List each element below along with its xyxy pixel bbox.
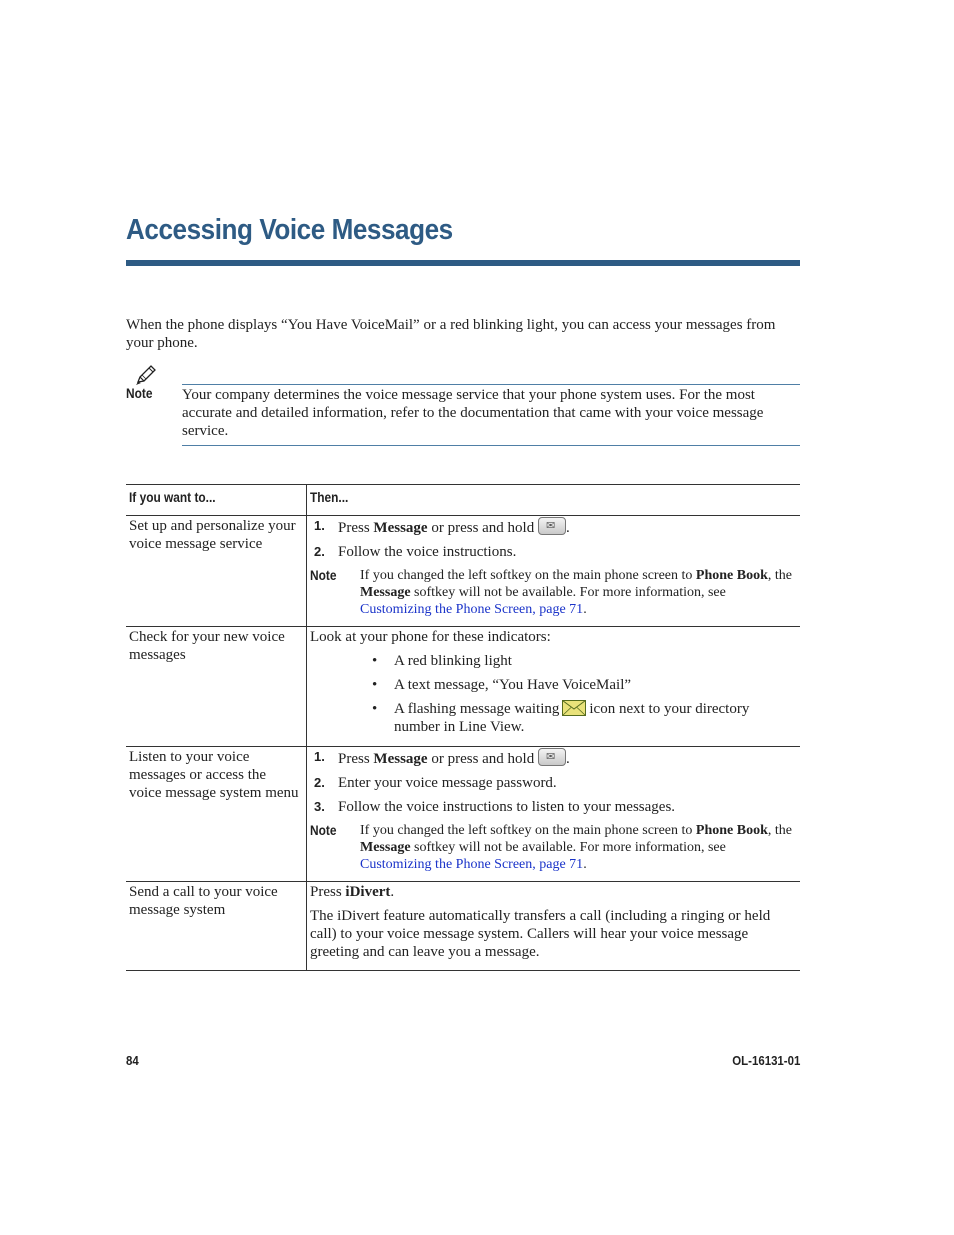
row-then-cell (307, 627, 800, 746)
message-key-icon (538, 517, 566, 535)
row-want-cell: Check for your new voice messages (126, 627, 307, 746)
message-key-icon (538, 748, 566, 766)
note-text: Your company determines the voice message service that your phone system uses. For the most accurate and detailed information, refer to the documentation that came with your voice message service. (182, 384, 800, 446)
step-item: 1. Press Message or press and hold ✉. (310, 748, 796, 768)
note-label: Note (126, 385, 153, 401)
column-header-want: If you want to... (129, 489, 216, 505)
row-then-cell (307, 747, 800, 881)
page-title: Accessing Voice Messages (126, 214, 453, 246)
idivert-description: The iDivert feature automatically transfers a call (including a ringing or held call) to your voice message system. Callers will hear your voice message greeting and can leave you a message. (310, 908, 771, 960)
table-note-label: Note (310, 567, 337, 583)
document-id: OL-16131-01 (731, 1053, 800, 1068)
customizing-phone-screen-link[interactable]: Customizing the Phone Screen, page 71 (360, 857, 584, 872)
list-item: • A red blinking light (310, 652, 796, 670)
customizing-phone-screen-link[interactable]: Customizing the Phone Screen, page 71 (360, 602, 584, 617)
table-note (310, 567, 796, 618)
voice-message-table (126, 484, 800, 971)
indicators-lead: Look at your phone for these indicators: (310, 629, 551, 645)
press-idivert-text: Press iDivert. (310, 884, 395, 900)
step-number: 1. (314, 518, 325, 533)
row-then-cell (307, 882, 800, 970)
table-row-setup (126, 516, 800, 627)
table-row-check (126, 627, 800, 747)
table-note-text: If you changed the left softkey on the main phone screen to Phone Book, the Message softkey will not be available. For more information, see Customizing the Phone Screen, page 71. (360, 823, 792, 872)
row-want-cell: Send a call to your voice message system (126, 882, 307, 970)
row-then-cell (307, 516, 800, 626)
step-number: 1. (314, 749, 325, 764)
title-rule (126, 260, 800, 266)
list-item: • A text message, “You Have VoiceMail” (310, 676, 796, 694)
pencil-note-icon (134, 364, 158, 386)
step-number: 2. (314, 775, 325, 790)
table-row-listen (126, 747, 800, 882)
table-header-row (126, 484, 800, 516)
envelope-message-waiting-icon (562, 700, 586, 716)
table-note-text: If you changed the left softkey on the main phone screen to Phone Book, the Message softkey will not be available. For more information, see Customizing the Phone Screen, page 71. (360, 568, 792, 617)
table-row-divert (126, 882, 800, 971)
intro-paragraph: When the phone displays “You Have VoiceMail” or a red blinking light, you can access your messages from your phone. (126, 317, 776, 351)
step-item: 2. Follow the voice instructions. (314, 544, 517, 560)
row-want-cell: Set up and personalize your voice message service (126, 516, 307, 626)
step-item: 2. Enter your voice message password. (314, 775, 557, 791)
indicator-list (310, 652, 796, 736)
step-number: 2. (314, 544, 325, 559)
table-note-label: Note (310, 822, 337, 838)
step-number: 3. (314, 799, 325, 814)
row-want-cell: Listen to your voice messages or access the voice message system menu (126, 747, 307, 881)
table-note (310, 822, 796, 873)
column-header-then: Then... (310, 489, 349, 505)
step-item: 1. Press Message or press and hold ✉. (310, 517, 796, 537)
page-number: 84 (126, 1053, 139, 1068)
step-item: 3. Follow the voice instructions to listen to your messages. (314, 799, 676, 815)
list-item: • A flashing message waiting icon next to your directory number in Line View. (310, 700, 796, 736)
